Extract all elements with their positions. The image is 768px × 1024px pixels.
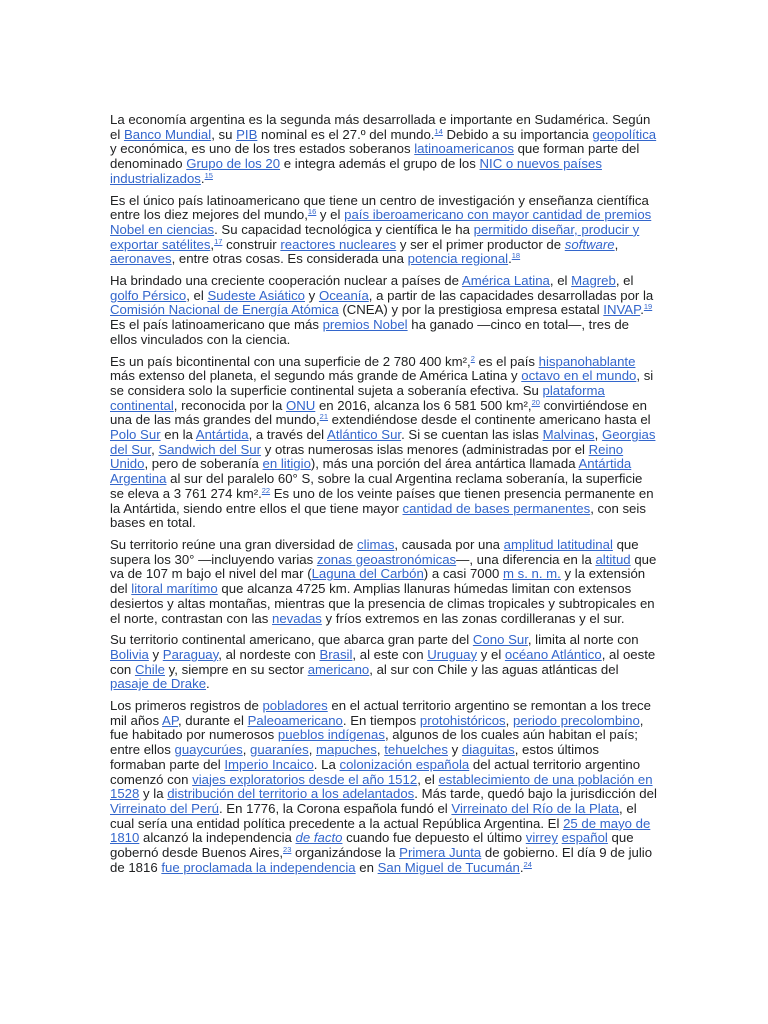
article-link[interactable]: mapuches (316, 742, 377, 758)
article-link[interactable]: Grupo de los 20 (186, 156, 281, 172)
reference-superscript (644, 302, 652, 311)
reference-link[interactable]: 2 (470, 353, 475, 363)
article-link[interactable]: español (561, 830, 608, 846)
article-link[interactable]: América Latina (461, 273, 550, 289)
article-link[interactable]: Malvinas (542, 427, 595, 443)
body-text: que gobernó desde Buenos Aires, (110, 830, 634, 861)
article-link[interactable]: zonas geoastronómicas (316, 551, 457, 567)
body-text: y, siempre en su sector (165, 661, 308, 677)
body-text: , si se considera solo la superficie continental sujeta a soberanía efectiva. Su (110, 368, 654, 398)
article-link[interactable]: colonización española (339, 756, 470, 772)
body-text: , al este con (352, 646, 428, 662)
article-link[interactable]: viajes exploratorios desde el año 1512 (192, 771, 418, 787)
article-link[interactable]: pobladores (262, 698, 328, 714)
body-text: ) a casi 7000 (423, 566, 503, 582)
body-text: , limita al norte con (527, 632, 639, 648)
body-text: que va de 107 m bajo el nivel del mar ( (110, 551, 657, 582)
paragraph-territorio (110, 538, 658, 626)
article-link[interactable]: guaraníes (250, 742, 309, 758)
body-text: , (242, 742, 251, 758)
body-text: Es el único país latinoamericano que tiene un centro de investigación y enseñanza científica entre los diez mejores del mundo, (110, 192, 649, 223)
body-text: y la extensión del (110, 566, 646, 597)
body-text: y la (139, 786, 168, 802)
reference-link[interactable]: 15 (204, 170, 213, 180)
article-link-italic[interactable] (296, 830, 343, 845)
body-text: Es uno de los veinte países que tienen presencia permanente en la Antártida, siendo entre ellos el que tiene mayor (110, 485, 654, 516)
article-link[interactable]: Brasil (319, 646, 353, 662)
body-text: , con seis bases en total. (110, 500, 646, 531)
article-link[interactable]: Cono Sur (472, 632, 528, 648)
body-text: Debido a su importancia (442, 126, 593, 142)
body-text: , (376, 742, 385, 758)
reference-superscript (512, 251, 520, 260)
article-link[interactable]: tehuelches (384, 742, 448, 758)
body-text: , (614, 236, 619, 252)
article-body (110, 113, 658, 882)
body-text: , su (211, 126, 237, 142)
body-text: y (148, 646, 163, 662)
body-text: (CNEA) y por la prestigiosa empresa estatal (338, 302, 604, 318)
article-link[interactable]: Polo Sur (110, 427, 161, 443)
body-text: . (519, 859, 524, 875)
article-link[interactable]: aeronaves (110, 251, 172, 267)
article-link[interactable]: fue proclamada la independencia (161, 859, 356, 875)
paragraph-superficie (110, 355, 658, 531)
body-text: , (505, 712, 513, 728)
reference-link[interactable]: 20 (531, 397, 540, 407)
article-link[interactable]: Banco Mundial (123, 126, 212, 142)
body-text: , a través del (248, 427, 328, 443)
body-text: . Su capacidad tecnológica y científica le ha (214, 221, 474, 237)
body-text: —, una diferencia en la (456, 551, 596, 567)
article-link[interactable]: San Miguel de Tucumán (377, 859, 520, 875)
body-text: y fríos extremos en las zonas cordilleranas y el sur. (321, 610, 625, 626)
body-text: en 2016, alcanza los 6 581 500 km², (315, 397, 532, 413)
paragraph-cooperacion (110, 274, 658, 348)
body-text: . (206, 676, 210, 692)
body-text: , el (417, 771, 439, 787)
article-link[interactable]: potencia regional (407, 251, 509, 267)
article-link[interactable]: golfo Pérsico (110, 287, 187, 303)
article-link[interactable]: establecimiento de una población en 1528 (110, 771, 653, 802)
article-link[interactable]: guaycurúes (174, 742, 243, 758)
article-link[interactable]: 25 de mayo de 1810 (110, 815, 651, 846)
body-text: . La (313, 756, 340, 772)
body-text: que alcanza 4725 km. Amplias llanuras húmedas limitan con extensos desiertos y altas montañas, mientras que la presencia de climas tropicales y subtropicales en el norte, contrastan con las (110, 581, 655, 626)
article-link[interactable]: protohistóricos (419, 712, 506, 728)
article-link[interactable]: Paleoamericano (247, 712, 343, 728)
article-link[interactable]: AP (162, 712, 178, 728)
article-link[interactable]: Bolivia (110, 646, 149, 662)
article-link[interactable]: Sudeste Asiático (207, 287, 306, 303)
article-link[interactable]: pueblos indígenas (277, 727, 385, 743)
body-text: , al nordeste con (218, 646, 320, 662)
reference-superscript (434, 127, 442, 136)
body-text: , el cual sería una entidad política precedente a la actual República Argentina. El (110, 800, 637, 831)
article-link[interactable]: geopolítica (592, 126, 657, 142)
body-text: Su territorio continental americano, que abarca gran parte del (110, 632, 473, 648)
italic-link-text: de facto (295, 830, 343, 846)
body-text: extendiéndose desde el continente americano hasta el (328, 412, 651, 428)
article-link[interactable]: altitud (595, 551, 631, 567)
body-text: , reconocida por la (173, 397, 286, 413)
body-text: y el (316, 207, 345, 223)
paragraph-limites (110, 633, 658, 692)
article-link[interactable]: en litigio (262, 456, 311, 472)
article-link[interactable]: Paraguay (162, 646, 219, 662)
article-link[interactable]: periodo precolombino (512, 712, 640, 728)
body-text: , algunos de los cuales aún habitan el país; entre ellos (110, 727, 638, 758)
article-link[interactable]: Sandwich del Sur (158, 441, 262, 457)
body-text: . (508, 251, 512, 267)
article-link[interactable]: Atlántico Sur (327, 427, 402, 443)
article-link[interactable]: premios Nobel (322, 317, 408, 333)
article-link[interactable]: litoral marítimo (131, 581, 218, 597)
article-link[interactable]: virrey (525, 830, 558, 846)
body-text: . (640, 302, 644, 318)
article-link[interactable]: diaguitas (461, 742, 515, 758)
article-link[interactable]: americano (307, 661, 370, 677)
body-text: del actual territorio argentino comenzó con (110, 756, 641, 787)
body-text: ha ganado —cinco en total—, tres de ellos vinculados con la ciencia. (110, 317, 630, 347)
body-text: , a partir de las capacidades desarrolladas por la (368, 287, 654, 303)
body-text: . En 1776, la Corona española fundó el (218, 800, 452, 816)
body-text: cuando fue depuesto el último (342, 830, 526, 846)
reference-superscript (320, 412, 328, 421)
paragraph-ciencia (110, 194, 658, 268)
reference-superscript (308, 207, 316, 216)
article-link[interactable]: distribución del territorio a los adelantados (167, 786, 415, 802)
reference-superscript (532, 398, 540, 407)
body-text: construir (222, 236, 281, 252)
reference-link[interactable]: 17 (214, 236, 223, 246)
body-text: , fue habitado por numerosos (110, 712, 644, 743)
reference-link[interactable]: 18 (511, 251, 521, 261)
body-text: más extenso del planeta, el segundo más grande de América Latina y (110, 368, 522, 384)
article-link[interactable]: Virreinato del Río de la Plata (451, 800, 620, 816)
body-text: es el país (474, 353, 539, 369)
body-text: , causada por una (394, 536, 504, 552)
article-link[interactable]: latinoamericanos (414, 141, 514, 157)
body-text: La economía argentina es la segunda más desarrollada e importante en Sudamérica. Según el (110, 112, 651, 142)
body-text: . Si se cuentan las islas (401, 427, 543, 443)
reference-superscript (205, 171, 213, 180)
reference-link[interactable]: 19 (643, 302, 653, 312)
article-link-italic[interactable] (565, 237, 615, 252)
body-text: organizándose la (291, 845, 400, 861)
article-link[interactable]: PIB (236, 126, 258, 142)
article-link[interactable]: permitido diseñar, producir y exportar satélites (110, 221, 640, 252)
reference-link[interactable]: 22 (261, 485, 271, 495)
article-link[interactable]: Antártida (195, 427, 249, 443)
body-text: , el (615, 273, 634, 289)
body-text: y otras numerosas islas menores (administradas por el (261, 441, 589, 457)
body-text: que supera los 30° —incluyendo varias (110, 536, 639, 567)
article-link[interactable]: Magreb (571, 273, 616, 289)
body-text: e integra además el grupo de los (280, 156, 480, 172)
article-link[interactable]: Chile (134, 661, 165, 677)
article-link[interactable]: climas (357, 536, 395, 552)
reference-link[interactable]: 23 (283, 845, 292, 855)
article-link[interactable]: pasaje de Drake (110, 676, 207, 692)
article-link[interactable]: Imperio Incaico (224, 756, 314, 772)
article-link[interactable]: Laguna del Carbón (311, 566, 424, 582)
article-link[interactable]: reactores nucleares (280, 236, 397, 252)
body-text: ), más una porción del área antártica llamada (310, 456, 579, 472)
article-link[interactable]: m s. n. m. (502, 566, 561, 582)
body-text: , (308, 742, 317, 758)
body-text: , pero de soberanía (144, 456, 263, 472)
body-text: , (151, 441, 159, 457)
reference-link[interactable]: 16 (307, 207, 317, 217)
article-link[interactable]: hispanohablante (538, 353, 636, 369)
article-link[interactable]: Oceanía (318, 287, 369, 303)
paragraph-historia (110, 699, 658, 875)
article-link[interactable]: Uruguay (427, 646, 478, 662)
body-text: , durante el (177, 712, 248, 728)
article-link[interactable]: INVAP (603, 302, 641, 318)
body-text: . (200, 170, 205, 186)
body-text: nominal es el 27.º del mundo. (257, 126, 435, 142)
body-text: y el (477, 646, 505, 662)
article-link[interactable]: Primera Junta (399, 845, 482, 861)
body-text: en el actual territorio argentino se remontan a los trece mil años (110, 698, 651, 728)
article-link[interactable]: océano Atlántico (504, 646, 602, 662)
body-text: y (305, 287, 319, 303)
article-link[interactable]: Reino Unido (110, 441, 624, 472)
body-text: , el (186, 287, 208, 303)
article-link[interactable]: plataforma continental (110, 382, 605, 413)
body-text: de gobierno. El día 9 de julio de 1816 (110, 845, 653, 875)
body-text: , (210, 236, 215, 252)
article-link[interactable]: Antártida Argentina (110, 456, 632, 487)
article-link[interactable]: Georgias del Sur (110, 427, 656, 457)
body-text: al sur del paralelo 60° S, sobre la cual Argentina reclama soberanía, la superficie se eleva a 3 761 274 km². (110, 471, 643, 501)
reference-superscript (524, 860, 532, 869)
body-text: convirtiéndose en una de las más grandes del mundo, (110, 397, 647, 428)
article-link[interactable]: Comisión Nacional de Energía Atómica (110, 302, 339, 318)
body-text: en (355, 859, 378, 875)
body-text: . Más tarde, quedó bajo la jurisdicción del (414, 786, 657, 802)
body-text: Es un país bicontinental con una superficie de 2 780 400 km², (110, 353, 471, 369)
body-text: . En tiempos (342, 712, 420, 728)
body-text: , al sur con Chile y las aguas atlánticas del (369, 661, 619, 677)
article-link[interactable]: Virreinato del Perú (110, 800, 219, 816)
reference-link[interactable]: 21 (319, 412, 329, 422)
article-link[interactable]: cantidad de bases permanentes (402, 500, 591, 516)
body-text: , al oeste con (110, 646, 656, 677)
body-text: que forman parte del denominado (110, 141, 640, 172)
body-text: , estos últimos formaban parte del (110, 742, 600, 772)
body-text: en la (160, 427, 196, 443)
article-link[interactable]: octavo en el mundo (521, 368, 637, 384)
body-text: Es el país latinoamericano que más (110, 317, 323, 333)
body-text: Ha brindado una creciente cooperación nuclear a países de (110, 273, 462, 289)
article-link[interactable]: nevadas (272, 610, 322, 626)
reference-link[interactable]: 14 (434, 126, 443, 136)
article-link[interactable]: NIC o nuevos países industrializados (110, 156, 602, 186)
body-text: y (448, 742, 462, 758)
article-link[interactable]: ONU (285, 397, 316, 413)
reference-superscript (262, 486, 270, 495)
body-text: , el (549, 273, 572, 289)
reference-link[interactable]: 24 (523, 859, 532, 869)
article-link[interactable]: país iberoamericano con mayor cantidad de premios Nobel en ciencias (110, 207, 652, 237)
body-text: Su territorio reúne una gran diversidad de (110, 536, 358, 552)
body-text: Los primeros registros de (110, 698, 263, 714)
body-text: y económica, es uno de los tres estados soberanos (110, 141, 415, 157)
article-link[interactable]: amplitud latitudinal (503, 536, 613, 552)
body-text: , entre otras cosas. Es considerada una (171, 251, 408, 267)
body-text: alcanzó la independencia (139, 830, 296, 846)
italic-link-text: software (564, 236, 615, 252)
body-text: , (594, 427, 602, 443)
body-text: y ser el primer productor de (396, 236, 565, 252)
paragraph-economia (110, 113, 658, 187)
